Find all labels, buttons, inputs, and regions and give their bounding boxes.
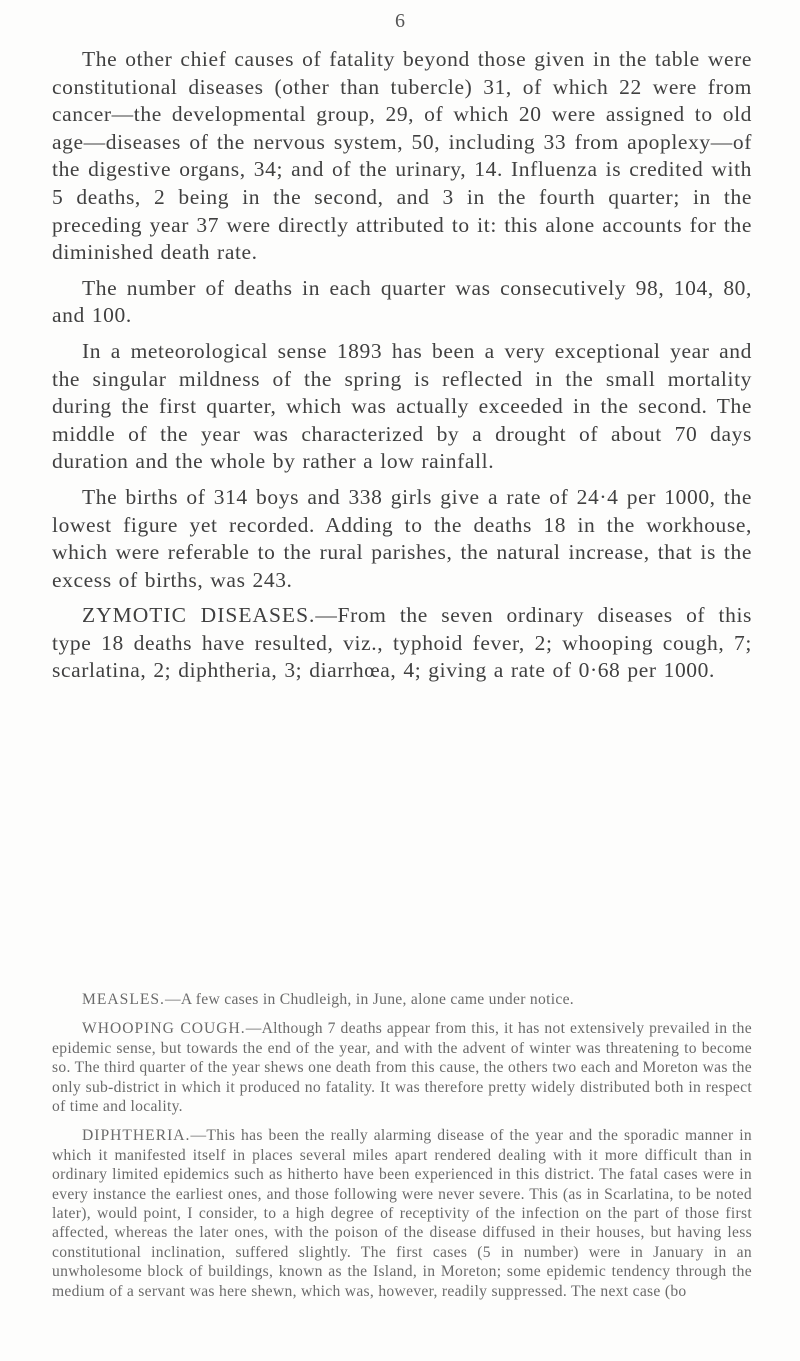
paragraph-quarterly-deaths: The number of deaths in each quarter was consecutively 98, 104, 80, and 100. <box>52 275 752 328</box>
paragraph-other-causes: The other chief causes of fatality beyond those given in the table were constitutional diseases (other than tubercle) 31, of which 22 were from cancer—the developmental group, 29, of which 20 were assigned to old age—diseases of the nervous system, 50, including 33 from apoplexy—of the digestive organs, 34; and of the urinary, 14. Influenza is credited with 5 deaths, 2 being in the second, and 3 in the fourth quarter; in the preceding year 37 were directly attributed to it: this alone accounts for the diminished death rate. <box>52 47 752 265</box>
zymotic-heading: ZYMOTIC DISEASES. <box>82 603 316 628</box>
diphtheria-body: —This has been the really alarming disease of the year and the sporadic manner in which it manifested itself in places several miles apart rendered dealing with it more difficult than in ordinary limited epidemics such as hitherto have been experienced in this district. The fatal cases were in every instance the earliest ones, and those following were never severe. This (as in Scarlatina, to be noted later), would point, I consider, to a high degree of receptivity of the infection on the part of those first affected, whereas the later ones, with the poison of the disease diffused in their houses, but having less constitutional inclination, suffered slightly. The first cases (5 in number) were in January in an unwholesome block of buildings, known as the Island, in Moreton; some epidemic tendency through the medium of a servant was here shewn, which was, however, readily suppressed. The next case (bo <box>52 1127 752 1300</box>
measles-heading: MEASLES. <box>82 991 165 1008</box>
paragraph-diphtheria <box>52 1126 752 1301</box>
paragraph-meteorology: In a meteorological sense 1893 has been a very exceptional year and the singular mildness of the spring is reflected in the small mortality during the first quarter, which was actually exceeded in the second. The middle of the year was characterized by a drought of about 70 days duration and the whole by rather a low rainfall. <box>52 338 752 474</box>
paragraph-whooping-cough <box>52 1019 752 1116</box>
paragraph-measles <box>52 990 752 1009</box>
paragraph-births: The births of 314 boys and 338 girls give a rate of 24·4 per 1000, the lowest figure yet recorded. Adding to the deaths 18 in the workhouse, which were referable to the rural parishes, the natural increase, that is the excess of births, was 243. <box>52 484 752 592</box>
large-type-section <box>52 46 752 685</box>
small-type-section <box>52 990 752 1301</box>
measles-body: —A few cases in Chudleigh, in June, alone came under notice. <box>164 991 574 1008</box>
page-number: 6 <box>395 10 405 32</box>
whooping-cough-heading: WHOOPING COUGH. <box>82 1020 246 1038</box>
zymotic-body: —From the seven ordinary diseases of this type 18 deaths have resulted, viz., typhoid fever, 2; whooping cough, 7; scarlatina, 2; diphtheria, 3; diarrhœa, 4; giving a rate of 0·68 per 1000. <box>52 603 752 683</box>
diphtheria-heading: DIPHTHERIA. <box>82 1127 191 1145</box>
whooping-cough-body: —Although 7 deaths appear from this, it has not extensively prevailed in the epidemic sense, but towards the end of the year, and with the advent of winter was threatening to become so. The third quarter of the year shews one death from this cause, the others two each and Moreton was the only sub-district in which it produced no fatality. It was therefore pretty widely distributed both in respect of time and locality. <box>52 1020 752 1116</box>
paragraph-zymotic <box>52 602 752 685</box>
